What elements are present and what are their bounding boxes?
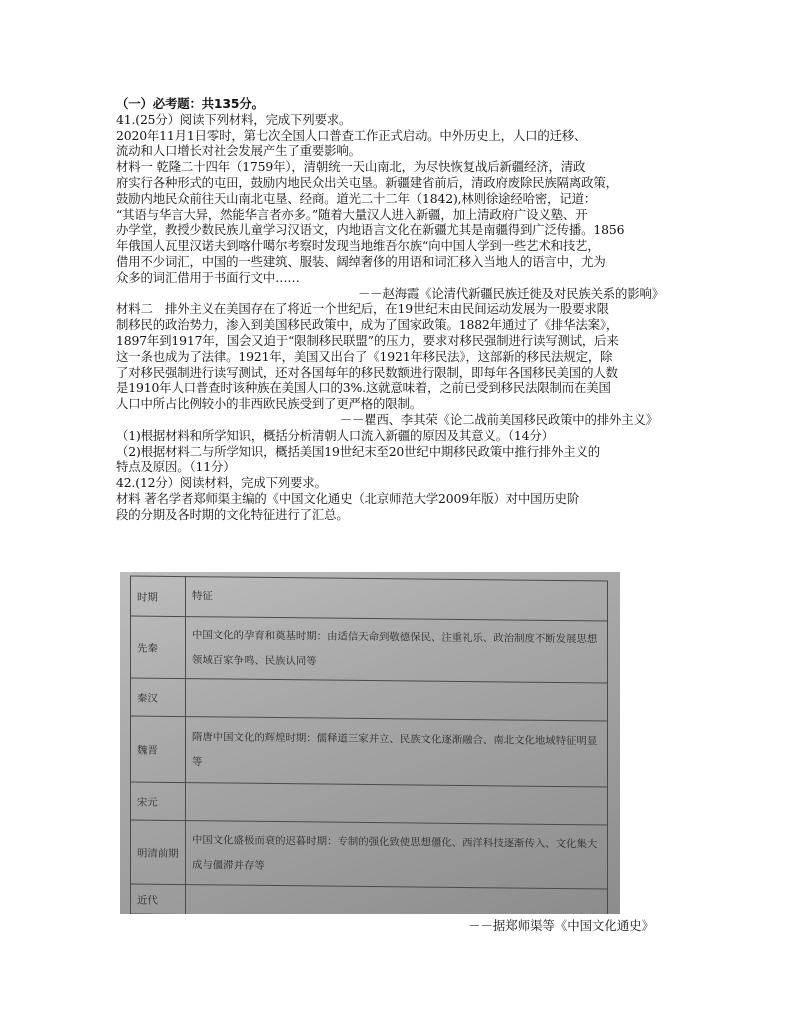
q41-prompt: 41.(25分）阅读下列材料，完成下列要求。	[116, 111, 352, 127]
table-row	[131, 716, 608, 787]
table-cell-period: 宋元	[131, 782, 186, 821]
table-header-period: 时期	[131, 576, 186, 617]
table-cell-period: 近代	[131, 884, 186, 914]
q41-material2-line: 了对移民强制进行读写测试，还对各国每年的移民数额进行限制，即每年各国移民美国的人数	[116, 364, 618, 380]
q41-task-2-cont: 特点及原因。（11分）	[116, 459, 236, 475]
table-cell-feature	[186, 679, 608, 721]
q42-line: 段的分期及各时期的文化特征进行了汇总。	[116, 506, 349, 522]
q41-material2-line: 1897年到1917年，国会又迫于“限制移民联盟”的压力，要求对移民强制进行读写测试，后来	[116, 332, 619, 348]
exam-page	[116, 96, 676, 523]
table-photo	[120, 572, 620, 914]
table-row	[131, 884, 608, 914]
q41-line: 办学堂，教授少数民族儿童学习汉语文，内地语言文化在新疆尤其是南疆得到广泛传播。1856	[116, 222, 625, 238]
culture-periods-table	[130, 575, 608, 914]
table-cell-period: 魏晋	[131, 716, 186, 783]
table-cell-feature: 隋唐中国文化的辉煌时期：儒释道三家并立、民族文化逐渐融合、南北文化地域特征明显等	[186, 717, 608, 787]
q41-material2-line: 这一条也成为了法律。1921年，美国又出台了《1921年移民法》，这部新的移民法规定，除	[116, 348, 613, 364]
q41-material2-line: 制移民的政治势力，渗入到美国移民政策中，成为了国家政策。1882年通过了《排华法案》，	[116, 317, 619, 333]
q41-line: 2020年11月1日零时，第七次全国人口普查工作正式启动。中外历史上，人口的迁移、	[116, 127, 587, 143]
table-row	[131, 782, 608, 825]
source-citation-3: －－据郑师渠等《中国文化通史》	[468, 918, 654, 933]
source-citation-1: －－赵海霞《论清代新疆民族迁徙及对民族关系的影响》	[357, 285, 664, 301]
table-cell-feature	[186, 783, 608, 825]
q41-task-2: （2)根据材料二与所学知识，概括美国19世纪末至20世纪中期移民政策中推行排外主义的	[116, 443, 601, 459]
q41-line: 鼓励内地民众前往天山南北屯垦、经商。道光二十二年（1842),林则徐途经哈密，记道：	[116, 190, 597, 206]
table-header-row	[131, 576, 608, 621]
table-cell-period: 先秦	[131, 616, 186, 679]
table-header-feature: 特征	[186, 577, 608, 621]
q41-line: 府实行各种形式的屯田，鼓励内地民众出关屯垦。新疆建省前后，清政府废除民族隔离政策，	[116, 174, 618, 190]
table-cell-period: 秦汉	[131, 678, 186, 717]
section-title: （一）必考题：共135分。	[116, 96, 264, 111]
q41-line: 年俄国人瓦里汉诺夫到喀什噶尔考察时发现当地维吾尔族“向中国人学到一些艺术和技艺，	[116, 238, 600, 254]
q42-prompt: 42.(12分）阅读材料，完成下列要求。	[116, 475, 327, 491]
q41-line: “其语与华言大异，然能华言者亦多。”随着大量汉人进入新疆，加上清政府广设义塾、开	[116, 206, 588, 222]
q41-material2-line: 人口中所占比例较小的非西欧民族受到了更严格的限制。	[116, 396, 423, 412]
table-row	[131, 616, 608, 683]
table-row	[131, 678, 608, 721]
table-cell-feature: 中国文化盛极而衰的迟暮时期：专制的强化致使思想僵化、西洋科技逐渐传入、文化集大成与僵滞并存等	[186, 821, 608, 889]
table-cell-period: 明清前期	[131, 820, 186, 885]
table-row	[131, 820, 608, 889]
q41-material2-line: 材料二 排外主义在美国存在了将近一个世纪后，在19世纪末由民间运动发展为一股要求限	[116, 301, 609, 317]
q41-line: 借用不少词汇，中国的一些建筑、服装、阔绰奢侈的用语和词汇移入当地人的语言中，尤为	[116, 253, 606, 269]
q41-line: 众多的词汇借用于书面行文中……	[116, 269, 300, 285]
table-cell-feature	[186, 885, 608, 914]
q41-task-1: （1)根据材料和所学知识，概括分析清朝人口流入新疆的原因及其意义。（14分）	[116, 427, 554, 443]
q41-line: 流动和人口增长对社会发展产生了重要影响。	[116, 143, 361, 159]
table-cell-feature: 中国文化的孕育和奠基时期：由适信天命到敬德保民、注重礼乐、政治制度不断发展思想领域百家争鸣、民族认同等	[186, 617, 608, 683]
source-citation-2: －－瞿西、李其荣《论二战前美国移民政策中的排外主义》	[339, 411, 658, 427]
q41-line: 材料一 乾隆二十四年（1759年），清朝统一天山南北，为尽快恢复战后新疆经济，清政	[116, 159, 586, 175]
q42-line: 材料 著名学者郑师渠主编的《中国文化通史（北京师范大学2009年版）对中国历史阶	[116, 490, 580, 506]
q41-material2-line: 是1910年人口普查时该种族在美国人口的3%.这就意味着，之前已受到移民法限制而在美国	[116, 380, 611, 396]
